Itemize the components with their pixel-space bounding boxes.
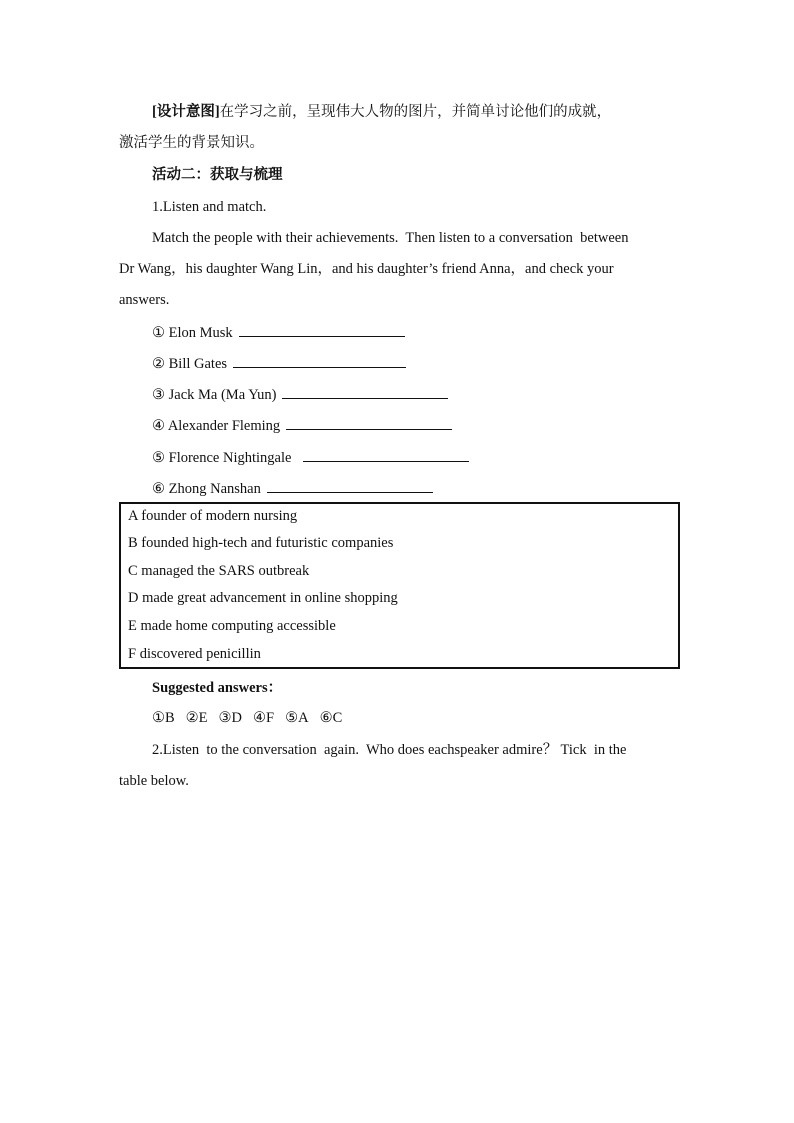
answer-item: ④F — [253, 710, 275, 726]
suggested-answers-list — [152, 709, 353, 727]
answer-blank[interactable] — [303, 447, 469, 462]
person-name: ⑥ Zhong Nanshan — [152, 481, 261, 497]
person-item — [152, 322, 405, 342]
design-intent-line-1 — [152, 103, 611, 121]
answer-blank[interactable] — [286, 415, 452, 430]
design-intent-tag: [设计意图] — [152, 104, 220, 120]
person-name: ④ Alexander Fleming — [152, 418, 281, 434]
option-item: D made great advancement in online shopping — [128, 590, 398, 606]
task1-instruction-text-2: Dr Wang，his daughter Wang Lin，and his daughter’s friend Anna，and check your — [119, 261, 614, 277]
person-item — [152, 353, 406, 373]
option-item: C managed the SARS outbreak — [128, 563, 310, 579]
option-item: E made home computing accessible — [128, 618, 336, 634]
answer-blank[interactable] — [239, 322, 405, 337]
person-item — [152, 447, 469, 467]
person-name: ② Bill Gates — [152, 356, 228, 372]
answer-blank[interactable] — [282, 384, 448, 399]
answer-item: ⑤A — [285, 710, 309, 726]
person-name: ③ Jack Ma (Ma Yun) — [152, 387, 277, 403]
options-box — [119, 502, 680, 669]
design-intent-text: 在学习之前，呈现伟大人物的图片，并简单讨论他们的成就， — [219, 104, 612, 120]
design-intent-line-2: 激活学生的背景知识。 — [119, 135, 264, 151]
answer-item: ⑥C — [319, 710, 343, 726]
option-item: B founded high-tech and futuristic companies — [128, 535, 394, 551]
task1-instruction-line-1 — [152, 229, 668, 247]
person-item — [152, 384, 448, 404]
person-item — [152, 415, 452, 435]
task1-title: 1.Listen and match. — [152, 199, 267, 215]
task1-instruction-text-1: Match the people with their achievements. Then listen to a conversation between — [152, 230, 629, 246]
answer-item: ②E — [185, 710, 208, 726]
person-name: ⑤ Florence Nightingale — [152, 450, 292, 466]
option-item: A founder of modern nursing — [128, 508, 298, 524]
answer-item: ①B — [152, 710, 175, 726]
task2-text-1: 2.Listen to the conversation again. Who does eachspeaker admire？ Tick in the — [152, 742, 627, 758]
person-name: ① Elon Musk — [152, 325, 233, 341]
task2-line-1 — [152, 741, 659, 759]
suggested-answers-label: Suggested answers： — [152, 680, 283, 696]
task1-instruction-line-3: answers. — [119, 292, 170, 308]
answer-blank[interactable] — [233, 353, 406, 368]
task1-instruction-line-2 — [119, 260, 668, 278]
answer-item: ③D — [218, 710, 243, 726]
task2-line-2: table below. — [119, 773, 189, 789]
person-item — [152, 478, 433, 498]
activity-heading: 活动二：获取与梳理 — [152, 167, 283, 183]
answer-blank[interactable] — [267, 478, 433, 493]
option-item: F discovered penicillin — [128, 646, 261, 662]
